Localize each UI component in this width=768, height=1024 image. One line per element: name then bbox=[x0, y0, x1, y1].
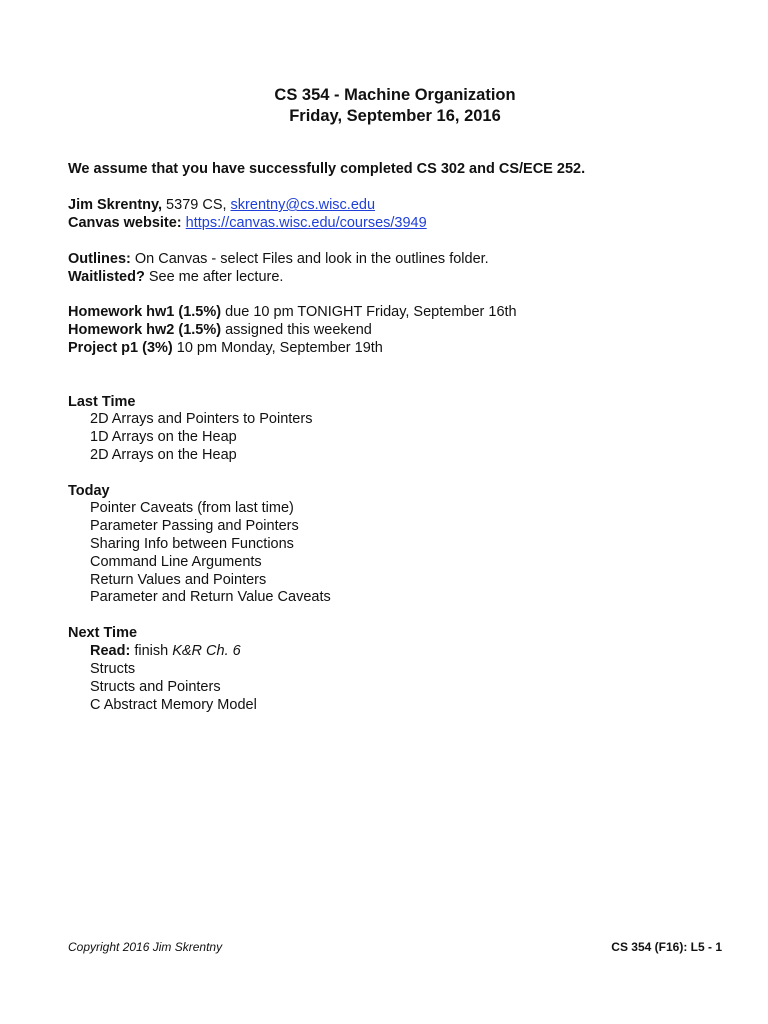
canvas-label: Canvas website: bbox=[68, 215, 182, 231]
instructor-name: Jim Skrentny, bbox=[68, 197, 163, 213]
assignment-label: Homework hw1 (1.5%) bbox=[68, 304, 222, 320]
read-book: K&R Ch. 6 bbox=[172, 643, 241, 659]
today-item: Return Values and Pointers bbox=[90, 572, 267, 588]
instructor-office: 5379 CS, bbox=[162, 197, 231, 213]
today-item: Parameter Passing and Pointers bbox=[90, 518, 299, 534]
waitlisted-text: See me after lecture. bbox=[144, 269, 284, 285]
last-time-item: 2D Arrays on the Heap bbox=[90, 447, 237, 463]
next-time-item: Structs and Pointers bbox=[90, 679, 221, 695]
assignment-text: assigned this weekend bbox=[221, 322, 372, 338]
footer-copyright: Copyright 2016 Jim Skrentny bbox=[68, 940, 223, 954]
canvas-url-link[interactable]: https://canvas.wisc.edu/courses/3949 bbox=[185, 215, 427, 231]
next-time-heading: Next Time bbox=[68, 625, 138, 641]
today-item: Sharing Info between Functions bbox=[90, 536, 294, 552]
assignment-label: Project p1 (3%) bbox=[68, 340, 173, 356]
canvas-line bbox=[68, 214, 427, 232]
instructor-line bbox=[68, 196, 375, 214]
assignment-label: Homework hw2 (1.5%) bbox=[68, 322, 222, 338]
assignment-text: due 10 pm TONIGHT Friday, September 16th bbox=[221, 304, 517, 320]
read-text: finish bbox=[130, 643, 173, 659]
next-time-item: C Abstract Memory Model bbox=[90, 697, 257, 713]
footer-page-ref: CS 354 (F16): L5 - 1 bbox=[611, 940, 722, 954]
assignment-item bbox=[68, 321, 372, 339]
next-time-read bbox=[90, 642, 241, 660]
waitlisted-line bbox=[68, 268, 283, 286]
assignment-text: 10 pm Monday, September 19th bbox=[172, 340, 383, 356]
outlines-label: Outlines: bbox=[68, 251, 131, 267]
assignment-item bbox=[68, 303, 517, 321]
today-item: Command Line Arguments bbox=[90, 554, 262, 570]
today-heading: Today bbox=[68, 483, 110, 499]
last-time-item: 2D Arrays and Pointers to Pointers bbox=[90, 411, 313, 427]
next-time-item: Structs bbox=[90, 661, 136, 677]
today-item: Parameter and Return Value Caveats bbox=[90, 589, 331, 605]
assignment-item bbox=[68, 339, 383, 357]
prerequisite-note: We assume that you have successfully completed CS 302 and CS/ECE 252. bbox=[68, 161, 586, 177]
today-item: Pointer Caveats (from last time) bbox=[90, 500, 294, 516]
read-label: Read: bbox=[90, 643, 131, 659]
last-time-heading: Last Time bbox=[68, 394, 136, 410]
instructor-email-link[interactable]: skrentny@cs.wisc.edu bbox=[230, 197, 376, 213]
outlines-line bbox=[68, 250, 489, 268]
outlines-text: On Canvas - select Files and look in the outlines folder. bbox=[130, 251, 489, 267]
waitlisted-label: Waitlisted? bbox=[68, 269, 145, 285]
page-date: Friday, September 16, 2016 bbox=[289, 107, 501, 125]
page-title: CS 354 - Machine Organization bbox=[274, 86, 516, 104]
last-time-item: 1D Arrays on the Heap bbox=[90, 429, 237, 445]
